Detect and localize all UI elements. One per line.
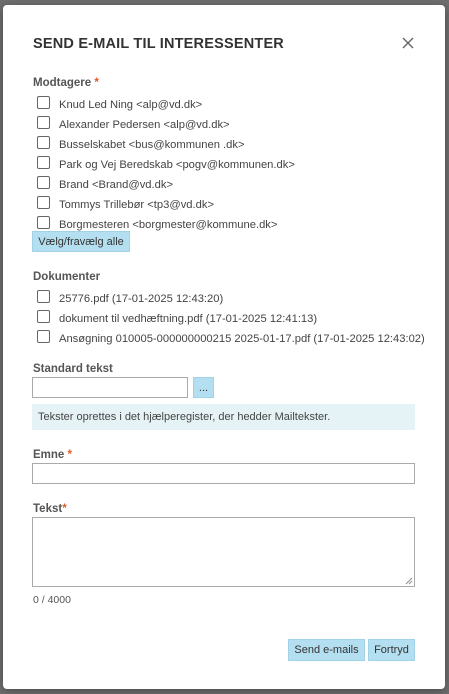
subject-input[interactable]: [32, 463, 415, 484]
recipient-item[interactable]: Busselskabet <bus@kommunen .dk>: [36, 135, 295, 155]
character-counter: 0 / 4000: [33, 594, 71, 606]
subject-label: Emne *: [33, 449, 73, 461]
recipient-item[interactable]: Borgmesteren <borgmester@kommune.dk>: [36, 215, 295, 235]
body-label: Tekst*: [33, 503, 67, 515]
document-item[interactable]: dokument til vedhæftning.pdf (17-01-2025 12:41:13): [36, 309, 425, 329]
recipient-item[interactable]: Alexander Pedersen <alp@vd.dk>: [36, 115, 295, 135]
documents-label: Dokumenter: [33, 271, 101, 283]
standard-text-input[interactable]: [32, 377, 188, 398]
standard-text-info: Tekster oprettes i det hjælperegister, der hedder Mailtekster.: [32, 404, 415, 430]
recipient-item[interactable]: Knud Led Ning <alp@vd.dk>: [36, 95, 295, 115]
recipient-checkbox[interactable]: [37, 176, 50, 189]
recipient-item[interactable]: Park og Vej Beredskab <pogv@kommunen.dk>: [36, 155, 295, 175]
recipient-checkbox[interactable]: [37, 96, 50, 109]
recipient-checkbox[interactable]: [37, 156, 50, 169]
cancel-button[interactable]: Fortryd: [368, 639, 415, 661]
resize-handle-icon[interactable]: [405, 577, 413, 585]
recipient-checkbox[interactable]: [37, 216, 50, 229]
standard-text-label: Standard tekst: [33, 363, 113, 375]
dialog-title: SEND E-MAIL TIL INTERESSENTER: [33, 36, 284, 52]
document-checkbox[interactable]: [37, 290, 50, 303]
recipient-checkbox[interactable]: [37, 136, 50, 149]
close-icon[interactable]: [400, 35, 416, 51]
send-email-dialog: [3, 5, 445, 689]
recipient-item[interactable]: Tommys Trillebør <tp3@vd.dk>: [36, 195, 295, 215]
document-checkbox[interactable]: [37, 330, 50, 343]
document-item[interactable]: 25776.pdf (17-01-2025 12:43:20): [36, 289, 425, 309]
recipient-checkbox[interactable]: [37, 116, 50, 129]
document-list: [36, 289, 425, 349]
document-checkbox[interactable]: [37, 310, 50, 323]
body-textarea[interactable]: [32, 517, 415, 587]
document-item[interactable]: Ansøgning 010005-000000000215 2025-01-17.pdf (17-01-2025 12:43:02): [36, 329, 425, 349]
standard-text-picker-button[interactable]: ...: [193, 377, 214, 398]
send-emails-button[interactable]: Send e-mails: [288, 639, 365, 661]
recipient-list: [36, 95, 295, 235]
recipients-label: Modtagere *: [33, 77, 99, 89]
toggle-all-button[interactable]: Vælg/fravælg alle: [32, 231, 130, 252]
recipient-item[interactable]: Brand <Brand@vd.dk>: [36, 175, 295, 195]
recipient-checkbox[interactable]: [37, 196, 50, 209]
